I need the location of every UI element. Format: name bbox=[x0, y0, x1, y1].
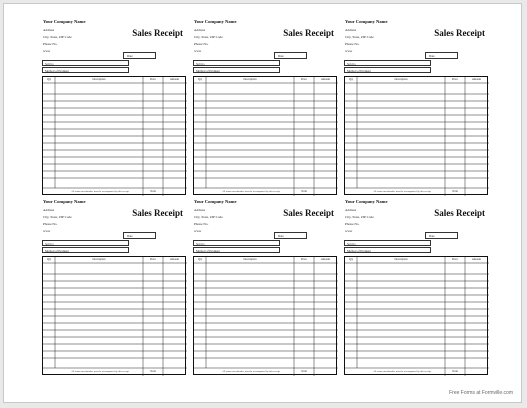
description-header: Description bbox=[92, 78, 106, 81]
qty-header: Qty bbox=[197, 78, 203, 81]
www-line: www bbox=[345, 49, 353, 53]
date-field[interactable] bbox=[274, 232, 307, 239]
items-table bbox=[193, 76, 337, 195]
items-table bbox=[42, 76, 186, 195]
amount-header: Amount bbox=[320, 258, 331, 261]
amount-header: Amount bbox=[471, 258, 482, 261]
price-header: Price bbox=[301, 258, 307, 261]
date-field[interactable] bbox=[123, 52, 156, 59]
company-name: Your Company Name bbox=[43, 19, 86, 24]
company-name: Your Company Name bbox=[194, 19, 237, 24]
amount-header: Amount bbox=[169, 78, 180, 81]
date-label: Date bbox=[127, 234, 133, 238]
total-label: Total bbox=[150, 190, 156, 193]
qty-header: Qty bbox=[348, 258, 354, 261]
city-line: City, State, ZIP Code bbox=[345, 215, 374, 219]
payment-method-field[interactable] bbox=[193, 67, 280, 73]
total-label: Total bbox=[452, 190, 458, 193]
description-header: Description bbox=[394, 258, 408, 261]
city-line: City, State, ZIP Code bbox=[194, 35, 223, 39]
sales-receipt bbox=[342, 199, 490, 371]
date-label: Date bbox=[127, 54, 133, 58]
table-grid bbox=[194, 257, 338, 376]
table-grid bbox=[345, 77, 489, 196]
www-line: www bbox=[345, 229, 353, 233]
return-policy-note: All return merchandise must be accompanied by this receipt bbox=[373, 370, 431, 373]
return-policy-note: All return merchandise must be accompanied by this receipt bbox=[71, 370, 129, 373]
date-field[interactable] bbox=[425, 52, 458, 59]
sales-receipt bbox=[191, 19, 339, 191]
address-line: Address bbox=[345, 28, 357, 32]
amount-header: Amount bbox=[320, 78, 331, 81]
phone-line: Phone No. bbox=[345, 222, 360, 226]
address-line: Address bbox=[345, 208, 357, 212]
receipt-title: Sales Receipt bbox=[434, 208, 485, 218]
items-table bbox=[42, 256, 186, 375]
www-line: www bbox=[194, 229, 202, 233]
phone-line: Phone No. bbox=[194, 42, 209, 46]
sold-to-field[interactable] bbox=[344, 240, 431, 246]
table-grid bbox=[43, 257, 187, 376]
sold-to-label: Sold to bbox=[347, 61, 356, 66]
description-header: Description bbox=[92, 258, 106, 261]
city-line: City, State, ZIP Code bbox=[43, 35, 72, 39]
return-policy-note: All return merchandise must be accompanied by this receipt bbox=[222, 370, 280, 373]
address-line: Address bbox=[43, 28, 55, 32]
table-grid bbox=[194, 77, 338, 196]
qty-header: Qty bbox=[348, 78, 354, 81]
date-field[interactable] bbox=[274, 52, 307, 59]
table-grid bbox=[345, 257, 489, 376]
sold-to-field[interactable] bbox=[193, 60, 280, 66]
qty-header: Qty bbox=[46, 78, 52, 81]
www-line: www bbox=[194, 49, 202, 53]
address-line: Address bbox=[194, 208, 206, 212]
sold-to-label: Sold to bbox=[347, 241, 356, 246]
receipt-title: Sales Receipt bbox=[283, 208, 334, 218]
receipt-title: Sales Receipt bbox=[283, 28, 334, 38]
company-name: Your Company Name bbox=[345, 19, 388, 24]
receipt-title: Sales Receipt bbox=[434, 28, 485, 38]
items-table bbox=[344, 76, 488, 195]
phone-line: Phone No. bbox=[194, 222, 209, 226]
phone-line: Phone No. bbox=[43, 222, 58, 226]
company-name: Your Company Name bbox=[43, 199, 86, 204]
items-table bbox=[344, 256, 488, 375]
payment-method-label: Method of Payment bbox=[196, 68, 220, 73]
date-label: Date bbox=[278, 54, 284, 58]
price-header: Price bbox=[452, 258, 458, 261]
description-header: Description bbox=[394, 78, 408, 81]
payment-method-label: Method of Payment bbox=[196, 248, 220, 253]
www-line: www bbox=[43, 49, 51, 53]
total-label: Total bbox=[301, 370, 307, 373]
price-header: Price bbox=[301, 78, 307, 81]
credit-line: Free Forms at Formville.com bbox=[449, 390, 513, 396]
date-label: Date bbox=[278, 234, 284, 238]
sold-to-field[interactable] bbox=[193, 240, 280, 246]
amount-header: Amount bbox=[169, 258, 180, 261]
return-policy-note: All return merchandise must be accompanied by this receipt bbox=[71, 190, 129, 193]
price-header: Price bbox=[150, 258, 156, 261]
payment-method-label: Method of Payment bbox=[45, 68, 69, 73]
total-label: Total bbox=[301, 190, 307, 193]
payment-method-label: Method of Payment bbox=[347, 248, 371, 253]
payment-method-field[interactable] bbox=[344, 247, 431, 253]
sold-to-label: Sold to bbox=[196, 61, 205, 66]
total-label: Total bbox=[452, 370, 458, 373]
table-grid bbox=[43, 77, 187, 196]
phone-line: Phone No. bbox=[43, 42, 58, 46]
payment-method-field[interactable] bbox=[193, 247, 280, 253]
description-header: Description bbox=[243, 78, 257, 81]
company-name: Your Company Name bbox=[194, 199, 237, 204]
qty-header: Qty bbox=[197, 258, 203, 261]
sold-to-field[interactable] bbox=[42, 240, 129, 246]
city-line: City, State, ZIP Code bbox=[345, 35, 374, 39]
payment-method-field[interactable] bbox=[344, 67, 431, 73]
description-header: Description bbox=[243, 258, 257, 261]
sold-to-field[interactable] bbox=[42, 60, 129, 66]
payment-method-label: Method of Payment bbox=[45, 248, 69, 253]
address-line: Address bbox=[194, 28, 206, 32]
city-line: City, State, ZIP Code bbox=[43, 215, 72, 219]
address-line: Address bbox=[43, 208, 55, 212]
sold-to-label: Sold to bbox=[196, 241, 205, 246]
return-policy-note: All return merchandise must be accompanied by this receipt bbox=[222, 190, 280, 193]
sales-receipt bbox=[40, 199, 188, 371]
payment-method-label: Method of Payment bbox=[347, 68, 371, 73]
return-policy-note: All return merchandise must be accompanied by this receipt bbox=[373, 190, 431, 193]
price-header: Price bbox=[150, 78, 156, 81]
date-field[interactable] bbox=[425, 232, 458, 239]
receipt-title: Sales Receipt bbox=[132, 208, 183, 218]
amount-header: Amount bbox=[471, 78, 482, 81]
items-table bbox=[193, 256, 337, 375]
sales-receipt bbox=[191, 199, 339, 371]
sales-receipt bbox=[40, 19, 188, 191]
total-label: Total bbox=[150, 370, 156, 373]
qty-header: Qty bbox=[46, 258, 52, 261]
price-header: Price bbox=[452, 78, 458, 81]
sold-to-label: Sold to bbox=[45, 61, 54, 66]
payment-method-field[interactable] bbox=[42, 67, 129, 73]
www-line: www bbox=[43, 229, 51, 233]
phone-line: Phone No. bbox=[345, 42, 360, 46]
sold-to-field[interactable] bbox=[344, 60, 431, 66]
sold-to-label: Sold to bbox=[45, 241, 54, 246]
sales-receipt bbox=[342, 19, 490, 191]
date-field[interactable] bbox=[123, 232, 156, 239]
payment-method-field[interactable] bbox=[42, 247, 129, 253]
receipt-sheet bbox=[3, 3, 522, 403]
receipt-title: Sales Receipt bbox=[132, 28, 183, 38]
city-line: City, State, ZIP Code bbox=[194, 215, 223, 219]
date-label: Date bbox=[429, 54, 435, 58]
date-label: Date bbox=[429, 234, 435, 238]
company-name: Your Company Name bbox=[345, 199, 388, 204]
